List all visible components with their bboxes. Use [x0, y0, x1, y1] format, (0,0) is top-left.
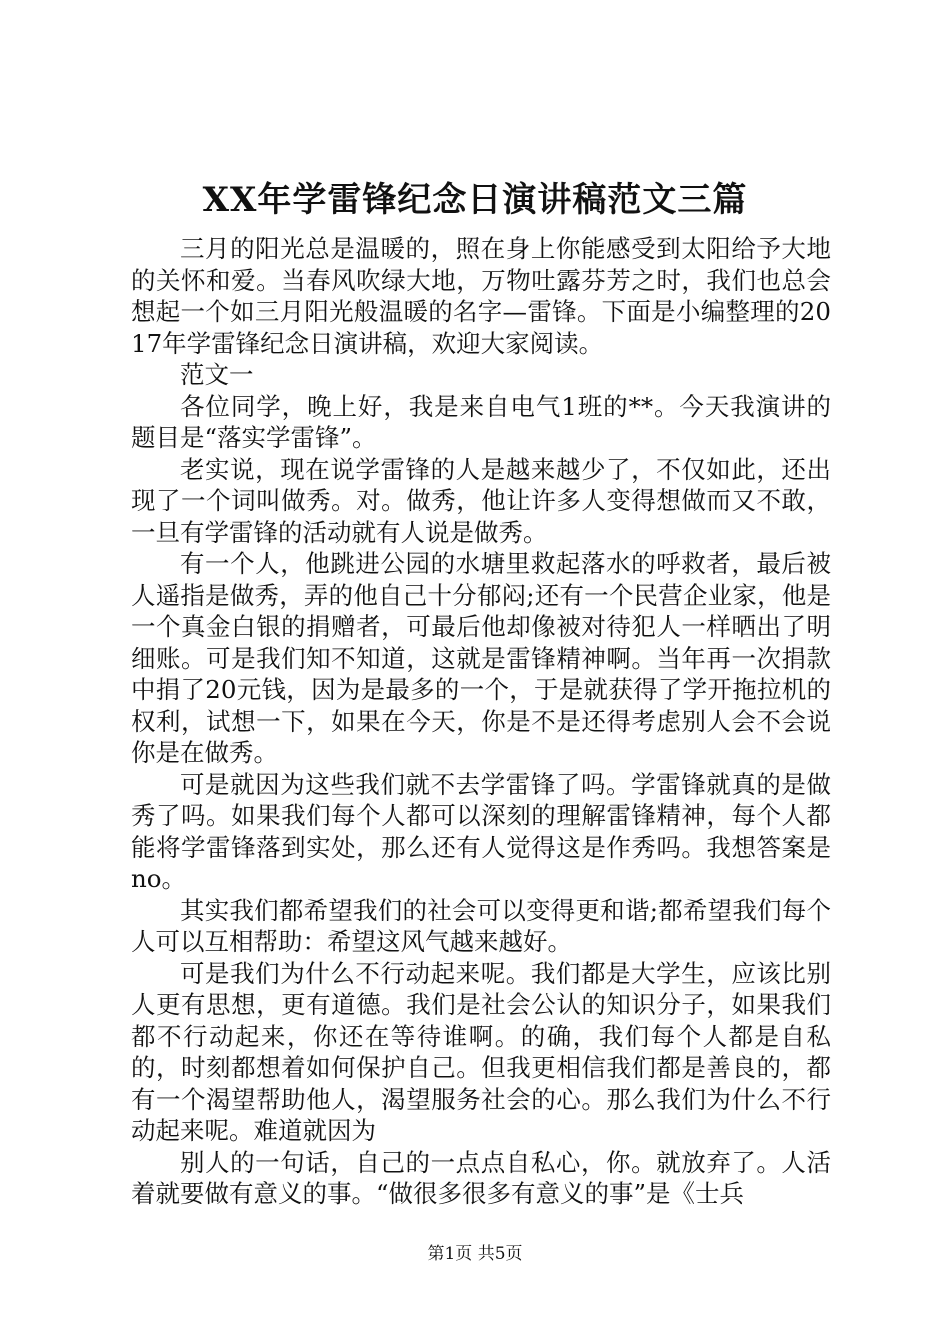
paragraph-zuoxiu: 老实说，现在说学雷锋的人是越来越少了，不仅如此，还出现了一个词叫做秀。对。做秀，他让许多人变得想做而又不敢，一旦有学雷锋的活动就有人说是做秀。 [131, 454, 831, 547]
page-number-footer: 第1页 共5页 [427, 1244, 523, 1264]
paragraph-intro: 三月的阳光总是温暖的，照在身上你能感受到太阳给予大地的关怀和爱。当春风吹绿大地，万物吐露芬芳之时，我们也总会想起一个如三月阳光般温暖的名字—雷锋。下面是小编整理的2017年学雷锋纪念日演讲稿，欢迎大家阅读。 [131, 234, 831, 358]
paragraph-hope: 其实我们都希望我们的社会可以变得更和谐;都希望我们每个人可以互相帮助：希望这风气越来越好。 [131, 895, 831, 956]
document-body [131, 233, 831, 1210]
paragraph-meaning: 别人的一句话，自己的一点点自私心，你。就放弃了。人活着就要做有意义的事。“做很多很多有意义的事”是《士兵 [131, 1147, 831, 1208]
paragraph-examples: 有一个人，他跳进公园的水塘里救起落水的呼救者，最后被人遥指是做秀，弄的他自己十分郁闷;还有一个民营企业家，他是一个真金白银的捐赠者，可最后他却像被对待犯人一样晒出了明细账。可是我们知不知道，这就是雷锋精神啊。当年再一次捐款中捐了20元钱，因为是最多的一个，于是就获得了学开拖拉机的权利，试想一下，如果在今天，你是不是还得考虑别人会不会说你是在做秀。 [131, 549, 831, 767]
paragraph-question: 可是就因为这些我们就不去学雷锋了吗。学雷锋就真的是做秀了吗。如果我们每个人都可以深刻的理解雷锋精神，每个人都能将学雷锋落到实处，那么还有人觉得这是作秀吗。我想答案是no。 [131, 769, 831, 893]
paragraph-action: 可是我们为什么不行动起来呢。我们都是大学生，应该比别人更有思想，更有道德。我们是社会公认的知识分子，如果我们都不行动起来，你还在等待谁啊。的确，我们每个人都是自私的，时刻都想着如何保护自己。但我更相信我们都是善良的，都有一个渴望帮助他人，渴望服务社会的心。那么我们为什么不行动起来呢。难道就因为 [131, 958, 831, 1145]
paragraph-greeting: 各位同学，晚上好，我是来自电气1班的**。今天我演讲的题目是“落实学雷锋”。 [131, 391, 831, 452]
document-title: XX年学雷锋纪念日演讲稿范文三篇 [202, 180, 748, 220]
paragraph-section-heading: 范文一 [180, 360, 254, 389]
